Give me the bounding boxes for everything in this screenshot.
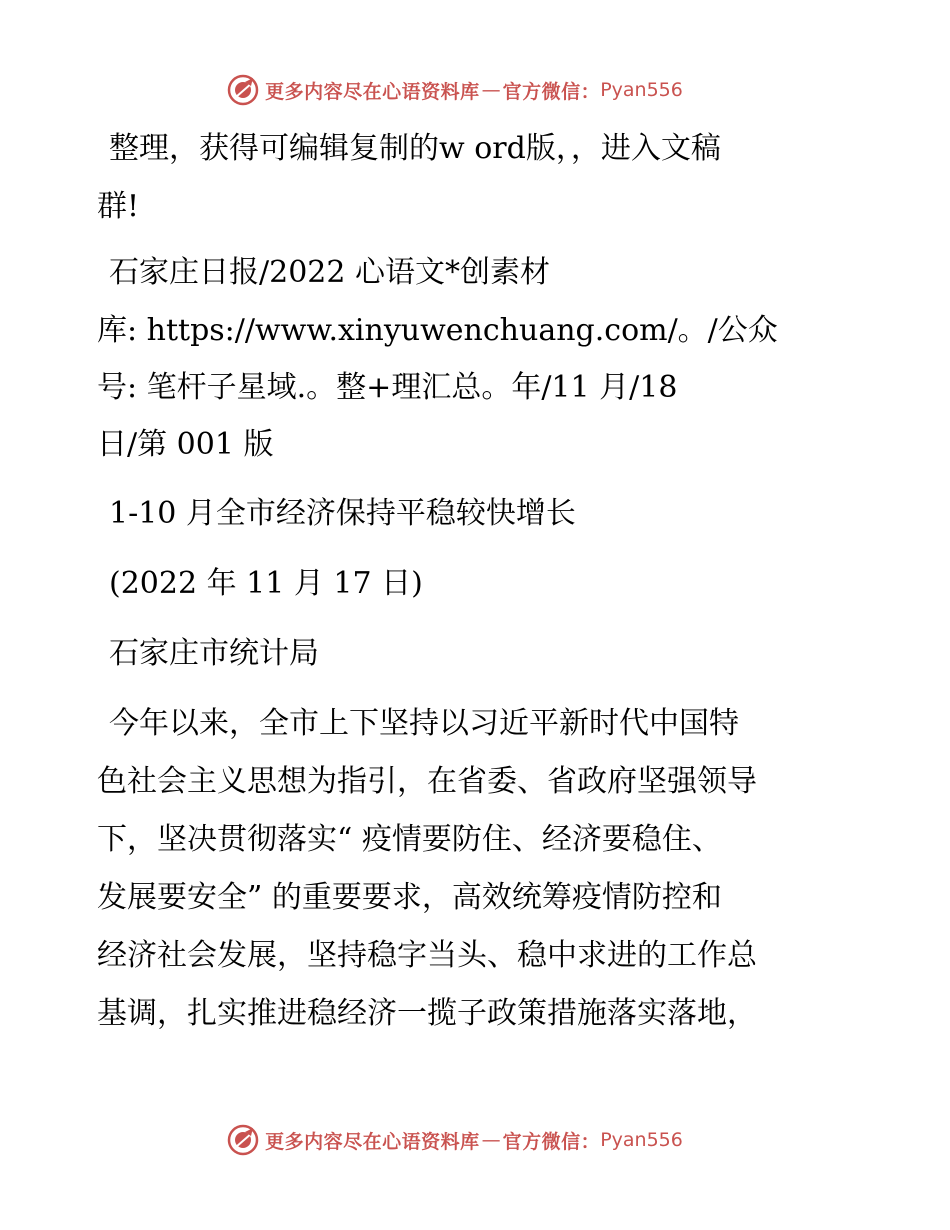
source-line-4: 日/第 001 版 — [97, 427, 274, 462]
body-line-6: 基调，扎实推进稳经济一揽子政策措施落实落地， — [97, 996, 757, 1031]
source-line-1: 石家庄日报/2022 心语文*创素材 — [109, 255, 550, 290]
body-line-1: 今年以来，全市上下坚持以习近平新时代中国特 — [109, 706, 739, 741]
body-line-5: 经济社会发展，坚持稳字当头、稳中求进的工作总 — [97, 938, 757, 973]
source-line-3: 号: 笔杆子星域.。整+理汇总。年/11 月/18 — [97, 370, 678, 405]
article-headline: 1-10 月全市经济保持平稳较快增长 — [109, 496, 576, 531]
banner-main-text: 更多内容尽在心语资料库 — [265, 1130, 480, 1153]
intro-line-1: 整理，获得可编辑复制的w ord版，，进入文稿 — [109, 131, 721, 166]
body-line-4: 发展要安全” 的重要要求，高效统筹疫情防控和 — [97, 880, 722, 915]
banner-separator: — — [481, 79, 501, 101]
footer-watermark-banner — [0, 1120, 950, 1160]
header-watermark-banner — [0, 70, 950, 110]
body-line-3: 下，坚决贯彻落实“ 疫情要防住、经济要稳住、 — [97, 822, 722, 857]
banner-wechat-label: 官方微信： — [502, 80, 601, 103]
seal-logo-icon — [227, 74, 259, 106]
banner-separator: — — [481, 1129, 501, 1151]
article-date: (2022 年 11 月 17 日) — [109, 566, 423, 601]
banner-main-text: 更多内容尽在心语资料库 — [265, 80, 480, 103]
seal-logo-icon — [227, 1124, 259, 1156]
body-line-2: 色社会主义思想为指引，在省委、省政府坚强领导 — [97, 764, 757, 799]
banner-wechat-id: Pyan556 — [600, 79, 683, 101]
banner-wechat-label: 官方微信： — [502, 1130, 601, 1153]
source-line-2: 库: https://www.xinyuwenchuang.com/。/公众 — [97, 313, 778, 348]
banner-wechat-id: Pyan556 — [600, 1129, 683, 1151]
intro-line-2: 群! — [97, 189, 140, 224]
document-body — [97, 120, 857, 1043]
article-author: 石家庄市统计局 — [109, 636, 319, 671]
